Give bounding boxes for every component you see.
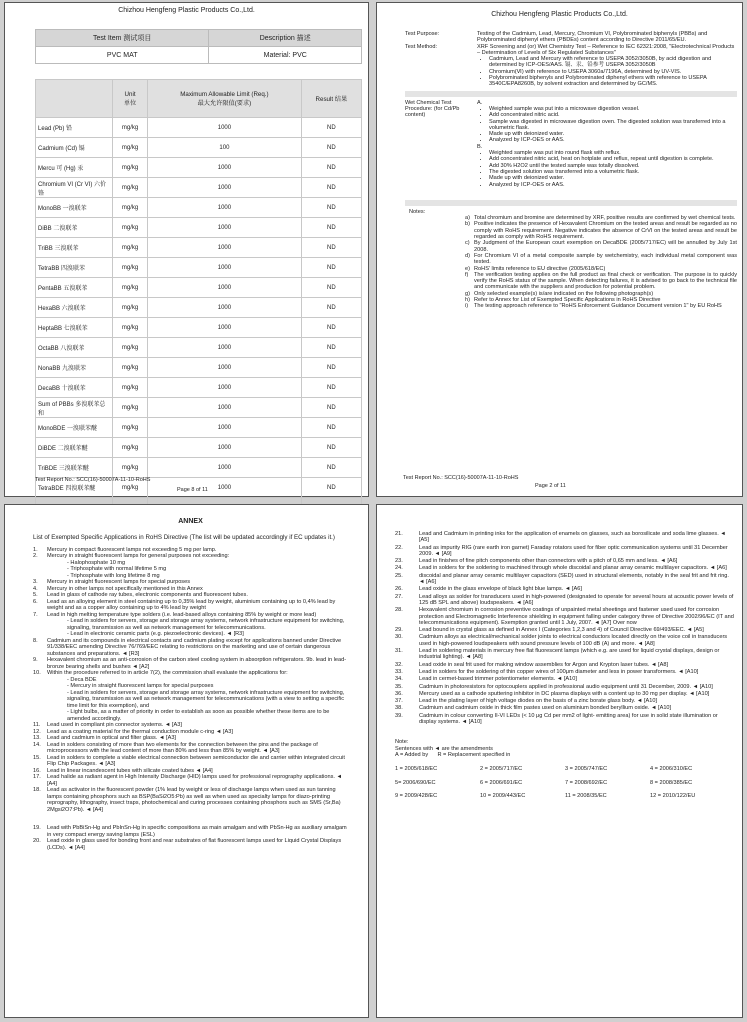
list-item [395,662,735,668]
item-number: 8. [33,637,38,644]
list-item: • Sample was digested in microwave digestion oven. The digested solution was transferred into a volumetric flask. [489,119,737,132]
test-item-value: PVC MAT [36,47,209,64]
item-text: Lead and Cadmium in printing inks for the application of enamels on glasses, such as borosilicate and soda lime glasses. ◄ [A5] [419,531,726,544]
item-number: 23. [395,558,403,565]
item-text: Lead in solders for the soldering of thin copper wires of 100μm diameter and less in power transformers. ◄ [A10] [419,668,699,675]
list-item [395,586,735,592]
report-page-8 [4,2,369,497]
limit-cell: 1000 [148,298,302,318]
note-item [465,303,737,309]
item-number: 17. [33,774,41,780]
section-divider [405,200,737,206]
unit-cell: mg/kg [113,198,148,218]
unit-cell: mg/kg [113,258,148,278]
item-number: 1. [33,546,38,553]
limit-cell: 1000 [148,338,302,358]
result-cell: ND [301,118,361,138]
directive-key: 7 = 2008/692/EC [565,779,608,786]
table-row [36,178,362,198]
item-text: - Triphosphate with normal lifetime 5 mg [67,566,167,572]
substance-name: NonaBB 九溴联苯 [36,358,113,378]
limit-cell: 1000 [148,438,302,458]
directive-key: 5= 2006/690/EC [395,779,436,786]
test-item-header: Test Item 测试项目 [36,30,209,47]
item-text: Lead as impurity RIG (rare earth iron garnet) Faraday rotators used for fiber optic communication systems until 31 December 2009. ◄ [A9] [419,544,728,557]
substance-name: HexaBB 六溴联苯 [36,298,113,318]
unit-cell: mg/kg [113,338,148,358]
item-text: Within the procedure referred to in article 7(2), the commission shall evaluate the applications for: [47,670,288,676]
item-number: 16. [33,767,41,774]
list-item: • The digested solution was transferred into a volumetric flask. [489,169,737,175]
result-cell: ND [301,218,361,238]
item-number: 2. [33,553,38,559]
note-key: e) [465,265,470,272]
item-text: Cadmium and cadmium oxide in thick film pastes used on aluminium bonded beryllium oxide. ◄ [A10] [419,705,672,712]
substance-name: PentaBB 五溴联苯 [36,278,113,298]
item-text: Lead in glass of cathode ray tubes, electronic components and fluorescent tubes. [47,592,248,598]
list-item [395,713,735,726]
unit-cell: mg/kg [113,118,148,138]
annex-page-2 [376,504,743,1018]
result-cell: ND [301,138,361,158]
section-divider [405,91,737,97]
substance-name: TetraBDE 四溴联苯醚 [36,478,113,498]
item-text: Mercury in compact fluorescent lamps not exceeding 5 mg per lamp. [47,546,217,553]
exemption-list [33,547,348,852]
table-row [36,258,362,278]
table-row [36,378,362,398]
note-key: g) [465,290,470,297]
item-text: Lead in solders consisting of more than two elements for the connection between the pins and the package of microprocessors with the lead content of more than 80% and less than 85% by weight. ◄ [A3] [47,741,318,754]
list-item [395,565,735,571]
item-text: Lead and cadmium in optical and filter glass. ◄ [A3] [47,735,176,741]
result-cell: ND [301,378,361,398]
item-text: Lead oxide in seal frit used for making window assemblies for Argon and Krypton laser tubes. ◄ [A8] [419,661,668,668]
limit-cell: 1000 [148,178,302,198]
item-text: Lead as a coating material for the thermal conduction module c-ring ◄ [A3] [47,728,233,735]
note-key: d) [465,252,470,259]
result-cell: ND [301,238,361,258]
item-text: Cadmium in colour converting II-VI LEDs (< 10 μg Cd per mm2 of light- emitting area) for use in solid state illumination or display systems. ◄ [A10] [419,712,718,726]
note-key: b) [465,221,470,228]
result-cell: ND [301,258,361,278]
limit-cell: 100 [148,138,302,158]
unit-cell: mg/kg [113,418,148,438]
list-item: • Made up with deionized water. [489,131,737,137]
substance-name: DiBDE 二溴联苯醚 [36,438,113,458]
limit-cell: 1000 [148,158,302,178]
item-text: Hexavalent chromium in corrosion preventive coatings of unpainted metal sheetings and fastener used used for corrosion protection and Electromagnetic Interference shielding in equipment falling under category three of Directive 2002/96/EC (IT and telecommunications equipment). Exemption granted until 1 July, 2007. ◄ [A7] Over now [419,607,734,626]
directive-key: 10 = 2009/443/EC [480,792,526,799]
limit-cell: 1000 [148,238,302,258]
note-title: Note: [395,739,409,746]
list-item [395,545,735,558]
limit-cell: 1000 [148,218,302,238]
note-text: Total chromium and bromine are determined by XRF, positive results are confirmed by wet chemical tests. [474,215,736,222]
item-number: 28. [395,607,403,614]
item-number: 27. [395,593,403,600]
item-text: Lead as activator in the fluorescent powder (1% lead by weight or less of discharge lamps when used as sun tanning lamps containing phosphors such as BSP(BaSi2O5:Pb) as well as when used as specialty lamps for diazo-printing reprography, lithography, insect traps, photochemical and curing processes containing phosphors such as SMS (Sr,Ba) 2Mgsi2O7:Pb). ◄ [A4] [47,787,341,813]
item-number: 29. [395,627,403,634]
item-number: 12. [33,728,41,735]
item-number: 31. [395,648,403,655]
table-row [36,238,362,258]
item-number: 22. [395,544,403,551]
substance-header [36,80,113,118]
list-item [33,825,348,838]
list-item [395,698,735,704]
item-text: Lead as an alloying element in steel containing up to 0,35% lead by weight, aluminium containing up to 0,4% lead by weight and as a copper alloy containing up to 4% lead by weight [47,598,336,611]
item-number: 19. [33,825,41,831]
unit-header: Unit 单位 [113,80,148,118]
directive-key: 3 = 2005/747/EC [565,766,608,773]
item-text: Lead in linear incandescent tubes with silicate coated tubes ◄ [A4] [47,767,213,774]
item-number: 6. [33,598,38,605]
item-number: 11. [33,722,41,728]
list-item [395,573,735,586]
substance-name: MonoBB 一溴联苯 [36,198,113,218]
result-cell: ND [301,198,361,218]
note-item [465,253,737,266]
item-text: Lead in the plating layer of high voltage diodes on the basis of a zinc borate glass body. ◄ [A10] [419,698,658,705]
note-text: The verification testing applies on the full product as final check or verification. The purpose is to quickly verify the RoHS status of the sample. When detecting failures, it is advised to go back to the technical file and communicate with the suppliers and production for potential problem. [474,271,737,291]
item-text: Lead bound in crystal glass as defined in Annex I (Categories 1,2,3 and 4) of Council Directive 69/493/EEC. ◄ [A5] [419,627,704,634]
list-item [395,627,735,633]
exemption-list [395,531,735,725]
note-line: A = Added by R = Replacement specified in [395,751,511,758]
table-row [36,318,362,338]
item-text: Lead in solders to complete a viable electrical connection between semiconductor die and carrier within integrated circuit Flip Chip Packages. ◄ [A3] [47,754,345,767]
item-number: 35. [395,683,403,690]
item-text: Lead in finishes of fine pitch components other than connectors with a pitch of 0,65 mm and less. ◄ [A6] [419,558,678,565]
item-text: Lead oxide in the glass envelope of black light blue lamps. ◄ [A6] [419,586,582,593]
note-key: a) [465,215,470,222]
item-text: - Lead in solders for servers, storage and storage array systems, network infrastructure equipment for switching, signaling, transmission as well as network management for telecommunications. [67,618,345,631]
list-item [395,607,735,626]
directive-key: 9 = 2009/428/EC [395,792,438,799]
item-text: Lead oxide in glass used for bonding front and rear substrates of flat fluorescent lamps used for Liquid Crystal Displays (LCDs). ◄ [A4] [47,838,342,851]
item-text: Hexavalent chromium as an anti-corrosion of the carbon steel cooling system in absorption refrigerators. 9b. lead in lead-bronze bearing shells and bushes ◄ [A2] [47,657,347,670]
list-item: • Polybrominated biphenyls and Polybrominated diphenyl ethers with reference to USEPA 3540C/EPA8260B, by solvent extraction and determined by GC/MS. [489,75,737,88]
list-item: • Chromium(Ⅵ) with reference to USEPA 3060a/7196A, determined by UV-VIS. [489,69,737,75]
result-cell: ND [301,178,361,198]
item-number: 9. [33,657,38,663]
list-item [395,691,735,697]
note-text: The testing approach reference to "RoHS Enforcement Guidance Document version 1" by EU RoHS [474,303,722,310]
item-text: - Lead in solders for servers, storage and storage array systems, network infrastructure equipment for switching, signaling, transmission as well as network management for telecommunications (with a view to setting a specific time limit for this exemption), and [67,689,345,709]
note-item [465,221,737,240]
directive-key-grid [395,766,735,799]
substance-name: Sum of PBBs 多溴联苯总和 [36,398,113,418]
item-text: Mercury in straight fluorescent lamps for general purposes not exceeding: [47,553,230,559]
unit-cell: mg/kg [113,218,148,238]
item-number: 39. [395,712,403,719]
result-cell: ND [301,458,361,478]
item-text: Lead in cermet-based trimmer potentiometer elements. ◄ [A10] [419,676,577,683]
annex-intro: List of Exempted Specific Applications in RoHS Directive (The list will be updated accordingly if EC updates it.) [33,533,335,541]
list-item: • Add concentrated nitric acid. [489,112,737,118]
item-text: Mercury in other lamps not specifically mentioned in this Annex [47,585,203,592]
list-item [33,774,348,787]
result-cell: ND [301,298,361,318]
list-item [33,599,348,612]
page-number: Page 8 of 11 [177,487,208,493]
unit-cell: mg/kg [113,398,148,418]
list-item [33,787,348,813]
item-text: - Deca BDE [67,676,97,683]
substance-name: MonoBDE 一溴联苯醚 [36,418,113,438]
list-item [395,676,735,682]
item-number: 7. [33,611,38,618]
item-number: 25. [395,572,403,579]
report-number: Test Report No.: SCC(16)-50007A-11-10-RoHS [35,477,151,483]
note-text: RoHS' limits reference to EU directive (2005/618/EC) [474,265,606,272]
substance-name: Mercu 可 (Hg) 汞 [36,158,113,178]
substance-name: OctaBB 八溴联苯 [36,338,113,358]
note-text: Positive indicates the presence of Hexavalent Chromium on the tested areas and result be regarded as no comply with RoHS requirement. Negative indicates the absence of CrVI on the tested areas and result be regarded as comply with RoHS requirement. [474,221,737,241]
list-item [395,648,735,661]
substance-name: TriBB 三溴联苯 [36,238,113,258]
list-item [33,618,348,631]
list-item [395,684,735,690]
limit-cell: 1000 [148,458,302,478]
unit-cell: mg/kg [113,178,148,198]
item-text: Mercury used as a cathode sputtering inhibitor in DC plasma displays with a content up to 30 mg per display. ◄ [A10] [419,690,710,697]
item-number: 34. [395,676,403,683]
list-item [33,755,348,768]
directive-key: 1 = 2005/618/EC [395,766,438,773]
item-text: Lead with PbBiSn-Hg and PbInSn-Hg in specific compositions as main amalgam and with PbSn-Hg as auxiliary amalgam in very compact energy saving lamps (ESL) [47,825,347,838]
list-item [33,690,348,710]
item-text: - Mercury in straight fluorescent lamps for special purposes [67,683,214,689]
table-row [36,298,362,318]
item-number: 32. [395,661,403,668]
unit-cell: mg/kg [113,438,148,458]
result-cell: ND [301,418,361,438]
item-number: 4. [33,585,38,592]
note-line: Sentences with ◄ are the amendments [395,745,493,752]
item-number: 21. [395,531,403,537]
substance-name: DiBB 二溴联苯 [36,218,113,238]
table-row [36,438,362,458]
result-cell: ND [301,338,361,358]
directive-key: 12 = 2010/122/EU [650,792,696,799]
company-header: Chizhou Hengfeng Plastic Products Co.,Ltd. [118,7,255,14]
wet-chemical-procedure: Wet Chemical Test Procedure: (for Cd/Pb content) A. • Weighted sample was put into a microwave digestion vessel. • Add concentrated nitric acid. • Sample was digested in microwave digestion oven. The digested solution was transferred into a volumetric flask. • Made up with deionized water. • Analyzed by ICP-OES or AAS. B. • Weighted sample was put into round flask with reflux. • Add concentrated nitric acid, heat on hotplate and reflux, repeat until digestion is complete. • Add 30% H2O2 until the tested sample was totally dissolved. • The digested solution was transferred into a volumetric flask. • Made up with deionized water. • Analyzed by ICP-OES or AAS. [405,100,737,188]
unit-cell: mg/kg [113,278,148,298]
table-row [36,418,362,438]
substance-name: TetraBB 四溴联苯 [36,258,113,278]
item-number: 3. [33,579,38,585]
table-row [36,158,362,178]
limit-cell: 1000 [148,198,302,218]
test-purpose: Test Purpose: Testing of the Cadmium, Lead, Mercury, Chromium VI, Polybrominated biphenyls (PBBs) and Polybrominated diphenyl ethers (PBDEs) content according to Directive 2011/65/EU. [405,31,708,44]
list-item [33,638,348,658]
item-number: 38. [395,705,403,712]
list-item [395,558,735,564]
report-number: Test Report No.: SCC(16)-50007A-11-10-RoHS [403,475,519,481]
list-item [395,531,735,544]
item-number [53,690,67,710]
table-row [36,458,362,478]
item-number: 18. [33,787,41,793]
table-row [36,218,362,238]
results-table [35,79,362,518]
sample-description-table [35,29,362,64]
list-item: • Made up with deionized water. [489,175,737,181]
directive-key: 2 = 2005/717/EC [480,766,523,773]
item-number: 36. [395,690,403,697]
item-text: Cadmium alloys as electrical/mechanical solder joints to electrical conductors located directly on the voice coil in transducers used in high-powered loudspeakers with sound pressure levels of 100 dB (A) and more. ◄ [A8] [419,634,728,647]
substance-name: Lead (Pb) 铅 [36,118,113,138]
item-text: - Halophosphate 10 mg [67,559,126,566]
notes-label: Notes: [409,208,426,215]
item-text: Lead alloys as solder for transducers used in high-powered (designated to operate for several hours at acoustic power levels of 125 dB SPL and above) loudspeakers. ◄ [A6] [419,593,734,606]
item-text: Cadmium in photoresistors for optocouplers applied in professional audio equipment until 31 December, 2009. ◄ [A10] [419,683,713,690]
list-item [395,669,735,675]
item-number: 5. [33,592,38,598]
item-text: Lead in soldering materials in mercury free flat fluorescent lamps (which e.g. are used for liquid crystal displays, design or industrial lighting). ◄ [A8] [419,648,720,661]
item-text: - Light bulbs, as a matter of priority in order to establish as soon as possible whether these items are to be amended accordingly. [67,709,330,722]
item-number: 30. [395,634,403,641]
description-value: Material: PVC [209,47,362,64]
substance-name: Cadmium (Cd) 镉 [36,138,113,158]
unit-cell: mg/kg [113,478,148,498]
list-item: • Cadmium, Lead and Mercury with reference to USEPA 3052/3050B, by acid digestion and determined by ICP-OES/AAS. 镉、汞、铅参考 USEPA 3052/3050B [489,56,737,69]
item-text: Mercury in straight fluorescent lamps for special purposes [47,579,191,585]
directive-key: 4 = 2006/310/EC [650,766,693,773]
item-text: discoidal and planar array ceramic multilayer capacitors (SED) used in structural elements, notably in the seal frit and frit ring. ◄ [A6] [419,572,729,586]
item-number [53,709,67,722]
note-key: h) [465,296,470,303]
unit-cell: mg/kg [113,358,148,378]
annex-page-1 [4,504,369,1018]
result-cell: ND [301,398,361,418]
result-cell: ND [301,278,361,298]
item-text: Lead used in compliant pin connector systems. ◄ [A3] [47,722,182,728]
table-row [36,138,362,158]
table-row [36,198,362,218]
list-item: • Analyzed by ICP-OES or AAS. [489,137,737,143]
item-number: 37. [395,698,403,705]
note-text: For Chromium VI of a metal composite sample by wetchemistry, each individual metal component was tested. [474,252,737,266]
limit-cell: 1000 [148,318,302,338]
list-item [33,838,348,851]
item-text: Lead in solders for the soldering to machined through whole discoidal and planar array ceramic multilayer capacitors. ◄ [A6] [419,565,727,572]
limit-header: Maximum Allowable Limit (Req.) 最大允许限值(要求) [148,80,302,118]
limit-cell: 1000 [148,118,302,138]
substance-name: HeptaBB 七溴联苯 [36,318,113,338]
page-number: Page 2 of 11 [535,483,566,489]
list-item [395,705,735,711]
list-item [33,742,348,755]
item-number: 33. [395,668,403,675]
note-key: i) [465,303,469,310]
table-row [36,358,362,378]
unit-cell: mg/kg [113,458,148,478]
report-page-2 [376,2,743,497]
directive-key: 6 = 2006/691/EC [480,779,523,786]
limit-cell: 1000 [148,478,302,498]
note-text: By Judgment of the European court exemption on DecaBDE (2005/717/EC) will be annulled by July 1st 2008. [474,240,737,253]
table-row [36,278,362,298]
unit-cell: mg/kg [113,238,148,258]
table-row [36,398,362,418]
note-key: f) [465,271,469,278]
list-item: • Weighted sample was put into a microwave digestion vessel. [489,106,737,112]
directive-key: 8 = 2008/385/EC [650,779,693,786]
limit-cell: 1000 [148,258,302,278]
table-row [36,118,362,138]
list-item [33,709,348,722]
result-cell: ND [301,358,361,378]
annex-title: ANNEX [178,518,203,525]
limit-cell: 1000 [148,358,302,378]
list-item: • Analyzed by ICP-OES or AAS. [489,182,737,188]
result-header: Result 结果 [301,80,361,118]
table-row [36,338,362,358]
item-number: 13. [33,735,41,741]
list-item: • Add concentrated nitric acid, heat on hotplate and reflux, repeat until digestion is complete. [489,156,737,162]
list-item: • Weighted sample was put into round flask with reflux. [489,150,737,156]
result-cell: ND [301,318,361,338]
unit-cell: mg/kg [113,158,148,178]
substance-name: Chromium VI (Cr VI) 六价铬 [36,178,113,198]
result-cell: ND [301,438,361,458]
result-cell: ND [301,478,361,498]
note-item [465,272,737,291]
item-number: 10. [33,670,41,676]
unit-cell: mg/kg [113,138,148,158]
item-text: Lead halide as radiant agent in High Intensity Discharge (HID) lamps used for professional reprography applications. ◄ [A4] [47,774,343,787]
substance-name: DecaBB 十溴联苯 [36,378,113,398]
unit-cell: mg/kg [113,378,148,398]
notes-list [465,215,737,309]
item-text: Lead in high melting temperature type solders (i.e. lead-based alloys containing 85% by weight or more lead) [47,611,317,618]
result-cell: ND [301,158,361,178]
note-key: c) [465,240,470,247]
item-number: 26. [395,586,403,593]
substance-name: TriBDE 三溴联苯醚 [36,458,113,478]
item-number: 15. [33,754,41,761]
note-item [465,240,737,253]
list-item: • Add 30% H2O2 until the tested sample was totally dissolved. [489,163,737,169]
note-text: Refer to Annex for List of Exempted Specific Applications in RoHS Directive [474,296,661,303]
test-method: Test Method: XRF Screening and (or) Wet Chemistry Test – Reference to IEC 62321:2008, "Electrotechnical Products – Determination of Levels of Six Regulated Substances" • Cadmium, Lead and Mercury with reference to USEPA 3052/3050B, by acid digestion and determined by ICP-OES/AAS. 镉、汞、铅参考 USEPA 3052/3050B • Chromium(Ⅵ) with reference to USEPA 3060a/7196A, determined by UV-VIS. • Polybrominated biphenyls and Polybrominated diphenyl ethers with reference to USEPA 3540C/EPA8260B, by solvent extraction and determined by GC/MS. [405,44,737,88]
item-number: 20. [33,838,41,844]
directive-key: 11 = 2008/35/EC [565,792,607,799]
item-number: 14. [33,741,41,748]
limit-cell: 1000 [148,418,302,438]
item-text: Cadmium and its compounds in electrical contacts and cadmium plating except for applications banned under Directive 91/338/EEC amending Directive 76/769/EEC relating to restrictions on the marketing and use of certain dangerous substances and preparations. ◄ [R3] [47,637,342,657]
limit-cell: 1000 [148,398,302,418]
unit-cell: mg/kg [113,318,148,338]
list-item [33,657,348,670]
limit-cell: 1000 [148,378,302,398]
unit-cell: mg/kg [113,298,148,318]
note-text: Only selected example(s) is/are indicated on the following photograph(s) [474,290,654,297]
item-text: - Lead in electronic ceramic parts (e.g. piezoelectronic devices). ◄ [R3] [67,631,244,637]
list-item [395,634,735,647]
item-number: 24. [395,565,403,572]
item-number [53,618,67,631]
item-text: - Triphosphate with long lifetime 8 mg [67,572,160,579]
list-item [395,594,735,607]
company-header: Chizhou Hengfeng Plastic Products Co.,Ltd. [491,11,628,18]
description-header: Description 描述 [209,30,362,47]
limit-cell: 1000 [148,278,302,298]
